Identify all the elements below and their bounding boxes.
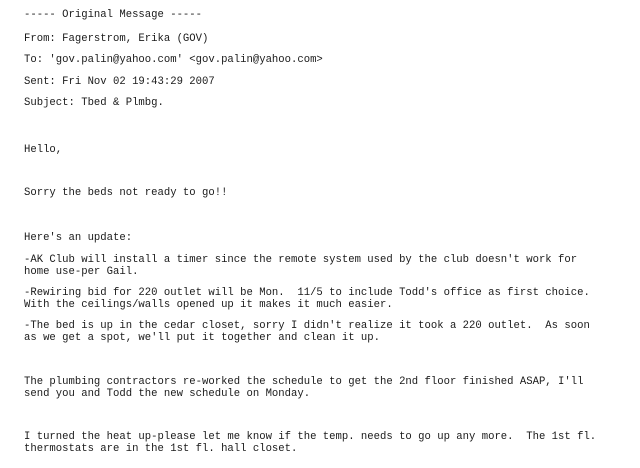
plumbing-line2: send you and Todd the new schedule on Monday.: [24, 388, 311, 400]
item1-line1: -AK Club will install a timer since the remote system used by the club doesn't work for: [24, 254, 578, 266]
subject-line: Subject: Tbed & Plmbg.: [24, 97, 164, 109]
item2-line1: -Rewiring bid for 220 outlet will be Mon. 11/5 to include Todd's office as first choice.: [24, 287, 590, 299]
heat-line1: I turned the heat up-please let me know if the temp. needs to go up any more. The 1st fl.: [24, 431, 597, 443]
original-message-divider: ----- Original Message -----: [24, 9, 203, 21]
heat-line2: thermostats are in the 1st fl. hall closet.: [24, 443, 298, 455]
item2-line2: With the ceilings/walls opened up it makes it much easier.: [24, 299, 393, 311]
item3-line1: -The bed is up in the cedar closet, sorry I didn't realize it took a 220 outlet. As soon: [24, 320, 590, 332]
update-intro: Here's an update:: [24, 232, 133, 244]
sent-line: Sent: Fri Nov 02 19:43:29 2007: [24, 76, 215, 88]
apology-line: Sorry the beds not ready to go!!: [24, 187, 228, 199]
plumbing-line1: The plumbing contractors re-worked the schedule to get the 2nd floor finished ASAP, I'll: [24, 376, 584, 388]
greeting: Hello,: [24, 144, 63, 156]
item3-line2: as we get a spot, we'll put it together and clean it up.: [24, 332, 381, 344]
item1-line2: home use-per Gail.: [24, 266, 139, 278]
to-line: To: 'gov.palin@yahoo.com' <gov.palin@yahoo.com>: [24, 54, 323, 66]
from-line: From: Fagerstrom, Erika (GOV): [24, 33, 209, 45]
